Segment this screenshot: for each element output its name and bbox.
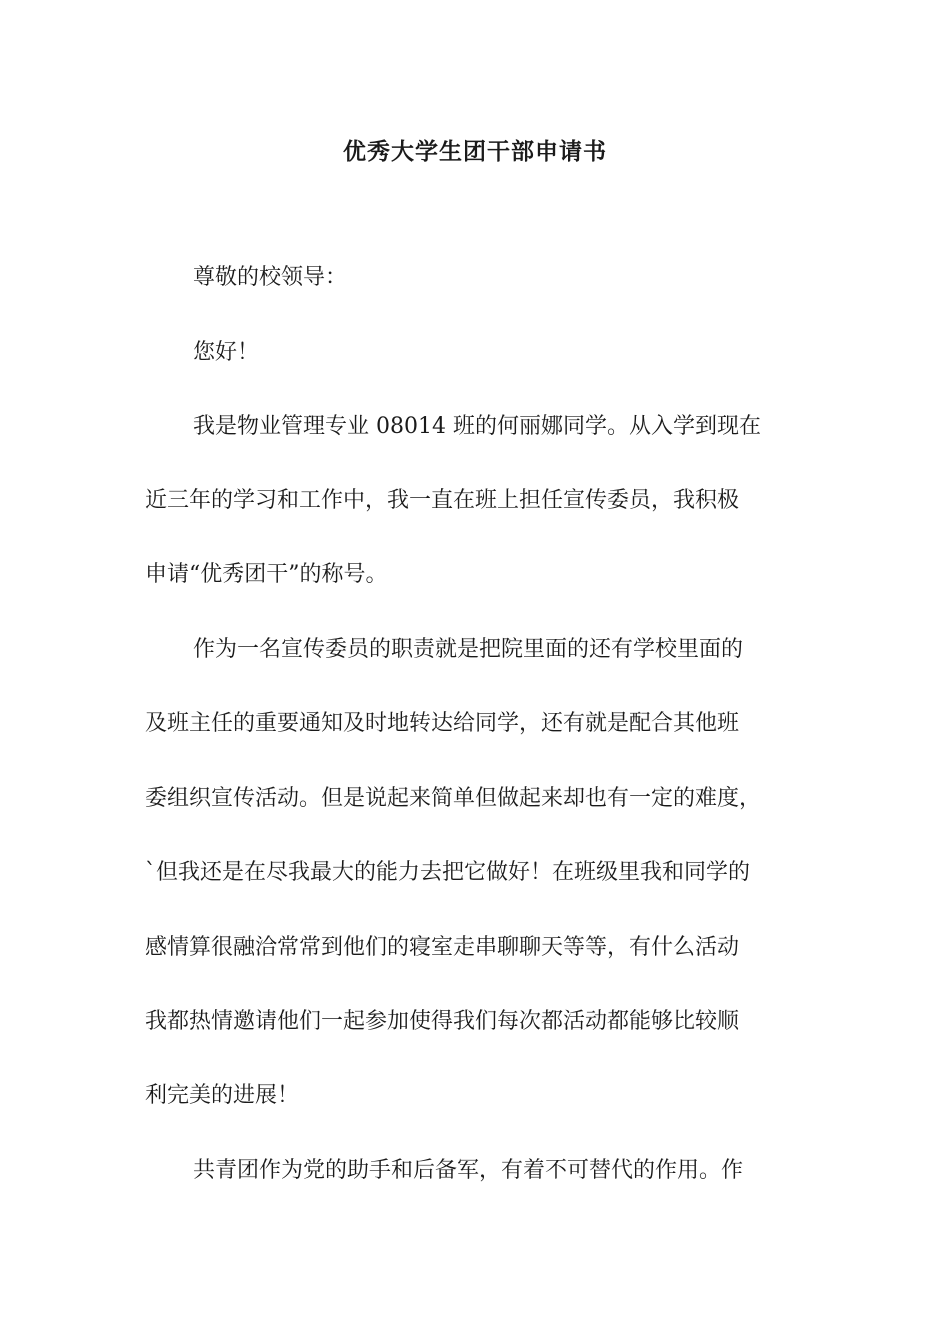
- document-title: 优秀大学生团干部申请书: [343, 138, 607, 165]
- paragraph-line: 感情算很融洽常常到他们的寝室走串聊聊天等等，有什么活动: [145, 935, 740, 960]
- salutation: 尊敬的校领导：: [193, 265, 348, 290]
- paragraph-line: 近三年的学习和工作中，我一直在班上担任宣传委员，我积极: [145, 488, 740, 513]
- paragraph-line: 共青团作为党的助手和后备军，有着不可替代的作用。作: [193, 1158, 744, 1183]
- paragraph-line: 我都热情邀请他们一起参加使得我们每次都活动都能够比较顺: [145, 1009, 740, 1034]
- paragraph-line: 申请“优秀团干”的称号。: [145, 562, 388, 587]
- paragraph-line: 委组织宣传活动。但是说起来简单但做起来却也有一定的难度，: [145, 786, 762, 811]
- paragraph-line: `但我还是在尽我最大的能力去把它做好！在班级里我和同学的: [145, 860, 751, 885]
- greeting: 您好！: [193, 340, 260, 365]
- paragraph-line: 及班主任的重要通知及时地转达给同学，还有就是配合其他班: [145, 711, 740, 736]
- paragraph-line: 利完美的进展！: [145, 1083, 300, 1108]
- paragraph-line: 我是物业管理专业 08014 班的何丽娜同学。从入学到现在: [193, 414, 761, 439]
- paragraph-line: 作为一名宣传委员的职责就是把院里面的还有学校里面的: [193, 637, 744, 662]
